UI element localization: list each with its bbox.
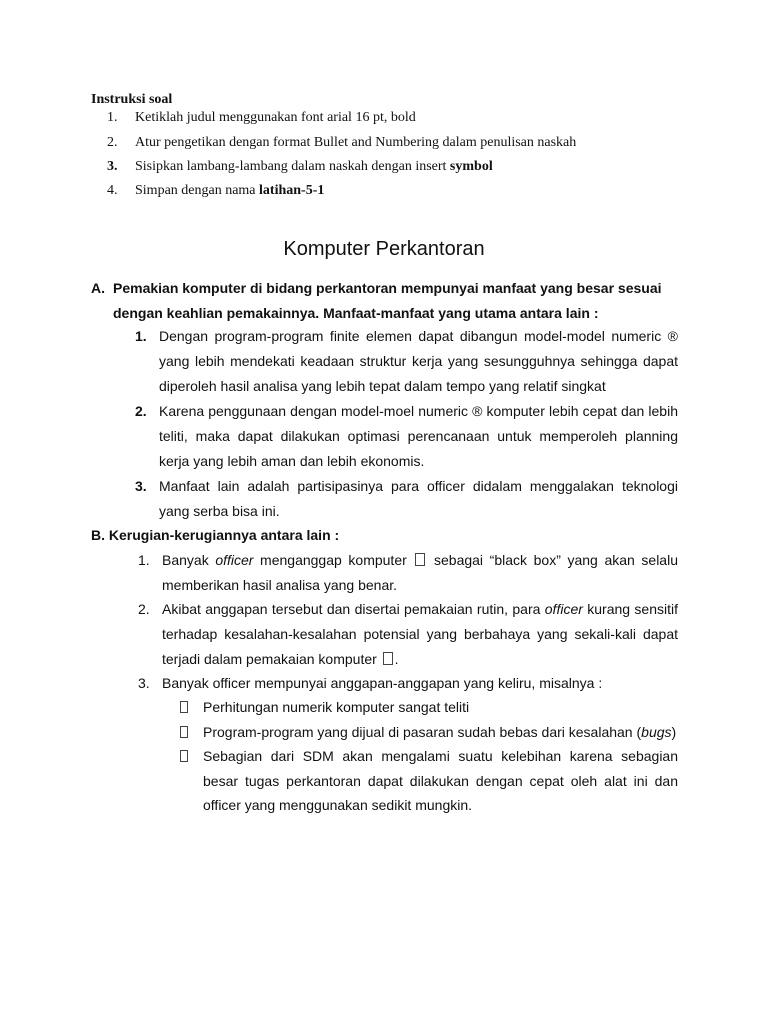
instruction-item — [91, 183, 324, 199]
bullet-item — [180, 720, 678, 745]
item-text: Akibat anggapan tersebut dan disertai pemakaian rutin, para officer kurang sensitif terhadap kesalahan-kesalahan potensial yang berbahaya yang sekali-kali dapat terjadi dalam pemakaian komputer . — [162, 601, 678, 667]
bullet-icon — [180, 695, 202, 720]
item-number: 2. — [135, 403, 147, 419]
section-a-item — [135, 474, 678, 524]
item-text: Manfaat lain adalah partisipasinya para officer didalam menggalakan teknologi yang serba bisa ini. — [159, 478, 678, 519]
instruction-number: 1. — [107, 110, 118, 125]
bullet-item — [180, 744, 678, 818]
instruction-item — [91, 110, 416, 126]
item-number: 2. — [138, 601, 150, 617]
bullet-icon — [180, 720, 202, 745]
document-title: Komputer Perkantoran — [283, 238, 485, 260]
instruction-bold-text: latihan-5-1 — [259, 183, 325, 198]
section-b-item — [138, 671, 678, 696]
section-a-item — [135, 399, 678, 474]
item-text: Banyak officer menganggap komputer sebagai “black box” yang akan selalu memberikan hasil analisa yang benar. — [162, 552, 678, 593]
section-b-item — [138, 597, 678, 672]
item-number: 1. — [138, 552, 150, 568]
section-a-heading — [91, 276, 678, 325]
bullet-icon — [180, 744, 202, 769]
missing-symbol-icon — [383, 652, 393, 665]
section-a-label: A. — [91, 280, 105, 296]
item-number: 3. — [135, 478, 147, 494]
instruction-number: 4. — [107, 183, 118, 198]
section-a-heading-line1: Pemakian komputer di bidang perkantoran mempunyai manfaat yang besar sesuai — [113, 280, 662, 296]
instruction-number: 3. — [107, 159, 118, 174]
instruction-text: Sisipkan lambang-lambang dalam naskah dengan insert — [135, 159, 450, 174]
instruction-item — [91, 159, 493, 175]
section-a-item — [135, 324, 678, 399]
instruction-bold-text: symbol — [449, 159, 493, 174]
bullet-text: Perhitungan numerik komputer sangat teliti — [203, 699, 470, 715]
instruction-text: Ketiklah judul menggunakan font arial 16 pt, bold — [135, 110, 416, 125]
bullet-text: Sebagian dari SDM akan mengalami suatu kelebihan karena sebagian besar tugas perkantoran dapat dilakukan dengan cepat oleh alat ini dan officer yang menggunakan sedikit mungkin. — [203, 748, 678, 813]
instruction-text: Atur pengetikan dengan format Bullet and Numbering dalam penulisan naskah — [135, 135, 577, 150]
instruction-text: Simpan dengan nama — [135, 183, 260, 198]
instructions-title: Instruksi soal — [91, 92, 173, 107]
instruction-item — [91, 135, 576, 151]
item-text: Banyak officer mempunyai anggapan-anggapan yang keliru, misalnya : — [162, 675, 603, 691]
section-b-item — [138, 548, 678, 598]
section-b-heading: B. Kerugian-kerugiannya antara lain : — [91, 527, 340, 543]
item-number: 1. — [135, 328, 147, 344]
missing-symbol-icon — [415, 553, 425, 566]
item-text: Karena penggunaan dengan model-moel numeric ® komputer lebih cepat dan lebih teliti, maka dapat dilakukan optimasi perencanaan untuk memperoleh planning kerja yang lebih aman dan lebih ekonomis. — [159, 403, 678, 469]
bullet-item — [180, 695, 678, 720]
instruction-number: 2. — [107, 135, 118, 150]
item-text: Dengan program-program finite elemen dapat dibangun model-model numeric ® yang lebih mendekati keadaan struktur kerja yang sesungguhnya sehingga dapat diperoleh hasil analisa yang lebih tepat dalam tempo yang relatif singkat — [159, 328, 678, 394]
item-number: 3. — [138, 675, 150, 691]
bullet-text: Program-program yang dijual di pasaran sudah bebas dari kesalahan (bugs) — [203, 724, 677, 740]
section-a-heading-line2: dengan keahlian pemakainnya. Manfaat-manfaat yang utama antara lain : — [113, 304, 599, 321]
